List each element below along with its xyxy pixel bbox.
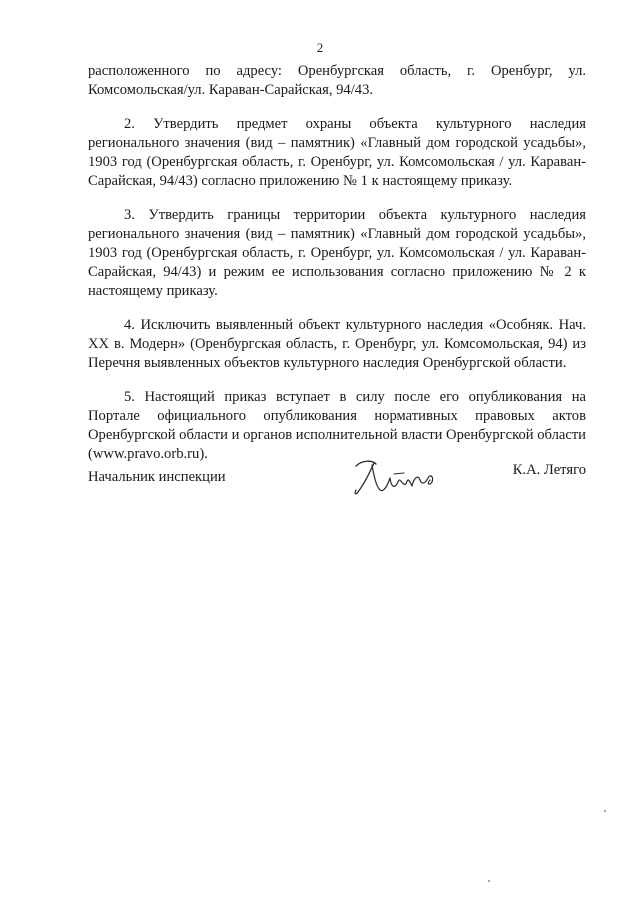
signature-block <box>88 456 586 506</box>
document-body <box>88 62 586 479</box>
signatory-position: Начальник инспекции <box>88 469 226 485</box>
paragraph-address-continuation: расположенного по адресу: Оренбургская область, г. Оренбург, ул. Комсомольская/ул. Караван-Сарайская, 94/43. <box>88 63 586 98</box>
paragraph-item-2: 2. Утвердить предмет охраны объекта культурного наследия регионального значения (вид – памятник) «Главный дом городской усадьбы», 1903 год (Оренбургская область, г. Оренбург, ул. Комсомольская / ул. Караван-Сарайская, 94/43) согласно приложению № 1 к настоящему приказу. <box>88 116 586 189</box>
scan-speck <box>488 880 490 882</box>
paragraph-item-3: 3. Утвердить границы территории объекта культурного наследия регионального значения (вид – памятник) «Главный дом городской усадьбы», 1903 год (Оренбургская область, г. Оренбург, ул. Комсомольская / ул. Караван-Сарайская, 94/43) и режим ее использования согласно приложению № 2 к настоящему приказу. <box>88 207 586 299</box>
scan-speck <box>604 810 606 812</box>
page-number: 2 <box>316 40 324 55</box>
paragraph-item-4: 4. Исключить выявленный объект культурного наследия «Особняк. Нач. XX в. Модерн» (Оренбургская область, г. Оренбург, ул. Комсомольская, 94) из Перечня выявленных объектов культурного наследия Оренбургской области. <box>88 317 586 371</box>
paragraph-item-5: 5. Настоящий приказ вступает в силу после его опубликования на Портале официального опубликования нормативных правовых актов Оренбургской области и органов исполнительной власти Оренбургской области (www.pravo.orb.ru). <box>88 389 586 462</box>
signatory-name: К.А. Летяго <box>512 462 586 478</box>
handwritten-signature <box>350 456 446 500</box>
